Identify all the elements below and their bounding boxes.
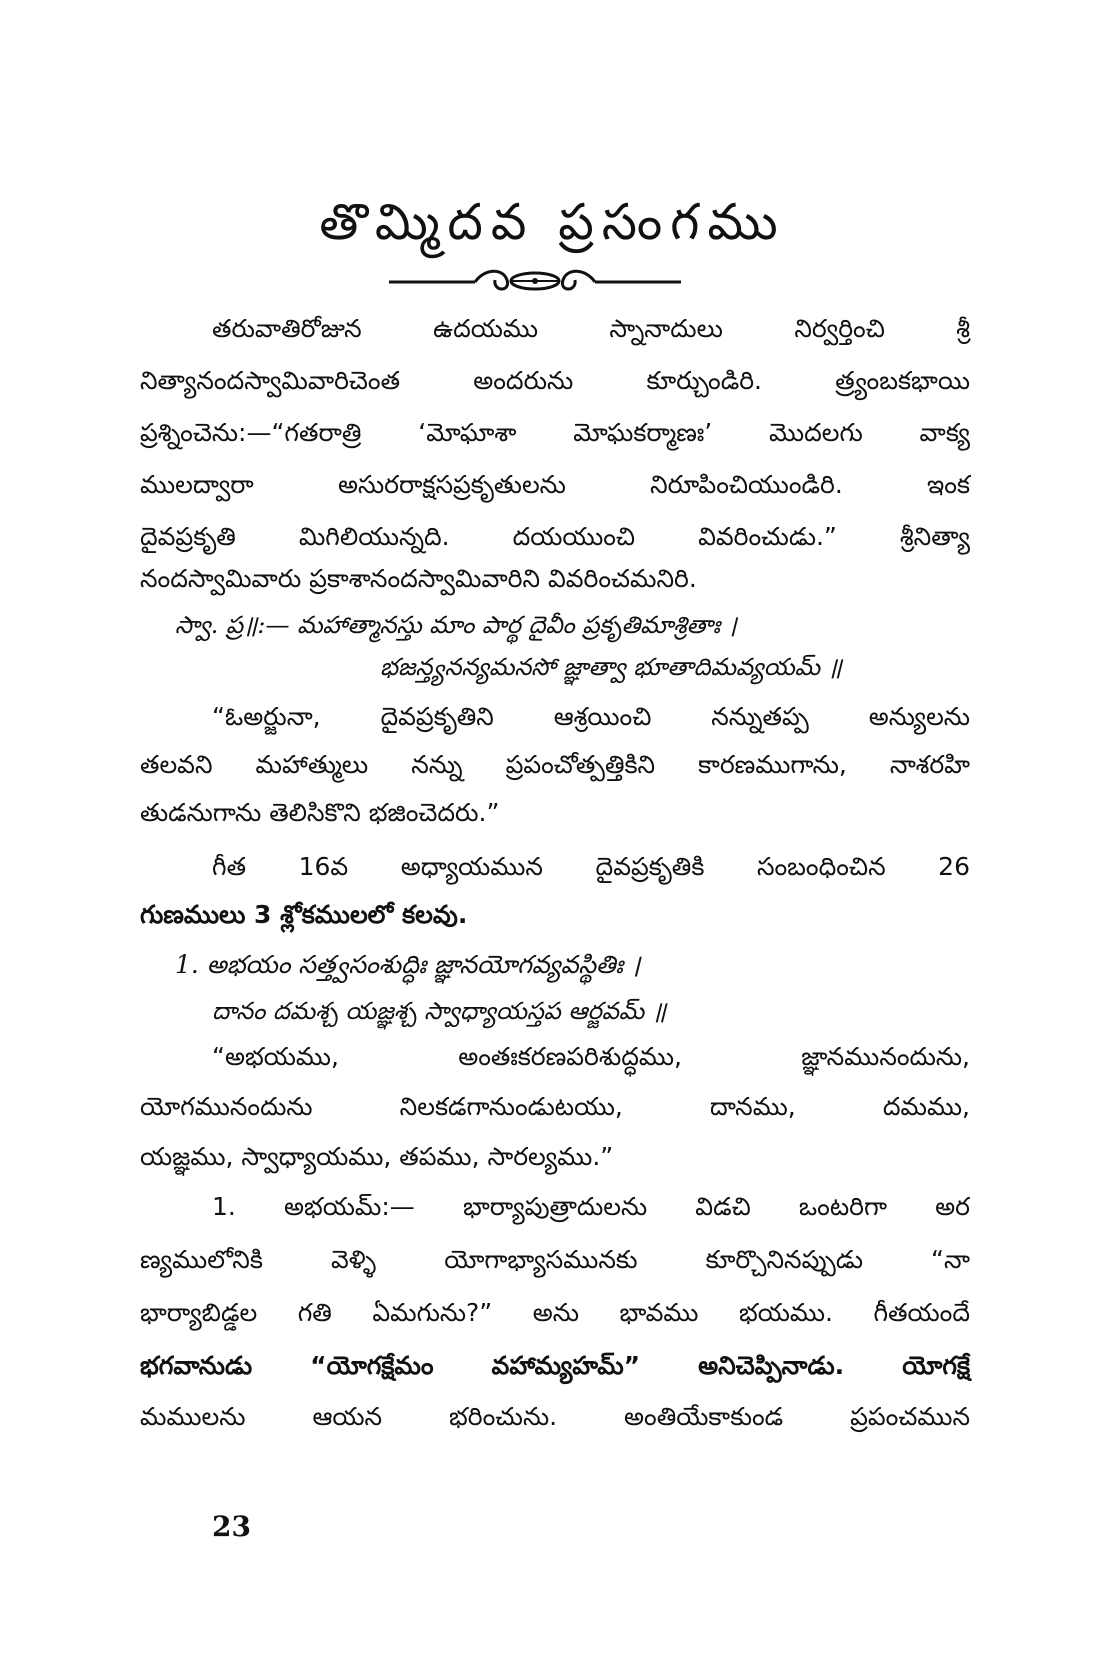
text-line: నందస్వామివారు ప్రకాశానందస్వామివారిని వివరించమనిరి. [140, 564, 697, 593]
verse-line: స్వా. ప్ర॥:— మహాత్మానస్తు మాం పార్థ దైవీం ప్రకృతిమాశ్రితాః । [175, 611, 737, 639]
text-line: తరువాతిరోజున ఉదయము స్నానాదులు నిర్వర్తించి శ్రీ [212, 314, 970, 343]
text-line: గీత 16వ అధ్యాయమున దైవప్రకృతికి సంబంధించిన 26 [212, 852, 970, 881]
text-line: దైవప్రకృతి మిగిలియున్నది. దయయుంచి వివరించుడు.” శ్రీనిత్యా [140, 522, 970, 551]
text-line: ములద్వారా అసురరాక్షసప్రకృతులను నిరూపించియుండిరి. ఇంక [140, 470, 970, 499]
text-line: భార్యాబిడ్డల గతి ఏమగును?” అను భావము భయము. గీతయందే [140, 1298, 970, 1327]
text-line: తలవని మహాత్ములు నన్ను ప్రపంచోత్పత్తికిని కారణముగాను, నాశరహి [140, 750, 970, 779]
text-line: మములను ఆయన భరించును. అంతియేకాకుండ ప్రపంచమున [140, 1402, 970, 1431]
text-line: ప్రశ్నించెను:—“గతరాత్రి ‘మోఘాశా మోఘకర్మాణః’ మొదలగు వాక్య [140, 418, 970, 447]
verse-line: దానం దమశ్చ యజ్ఞశ్చ స్వాధ్యాయస్తప ఆర్జవమ్ ॥ [212, 997, 667, 1025]
ornament-divider-icon [385, 266, 685, 294]
page-number: 23 [212, 1510, 251, 1543]
text-line: ణ్యములోనికి వెళ్ళి యోగాభ్యాసమునకు కూర్చొనినప్పుడు “నా [140, 1245, 970, 1274]
text-line: “ఓఅర్జునా, దైవప్రకృతిని ఆశ్రయించి నన్నుతప్ప అన్యులను [212, 702, 970, 731]
text-line: “అభయము, అంతఃకరణపరిశుద్ధము, జ్ఞానమునందును, [212, 1042, 970, 1071]
chapter-title: తొమ్మిదవ ప్రసంగము [319, 193, 786, 251]
text-line: నిత్యానందస్వామివారిచెంత అందరును కూర్చుండిరి. త్ర్యంబకభాయి [140, 366, 970, 395]
text-line: గుణములు 3 శ్లోకములలో కలవు. [140, 900, 468, 929]
text-line: యోగమునందును నిలకడగానుండుటయు, దానము, దమము, [140, 1092, 970, 1121]
text-line: భగవానుడు “యోగక్షేమం వహామ్యహమ్” అనిచెప్పినాడు. యోగక్షే [140, 1351, 970, 1380]
verse-line: 1. అభయం సత్త్వసంశుద్ధిః జ్ఞానయోగవ్యవస్థితిః । [175, 950, 641, 979]
text-line: యజ్ఞము, స్వాధ్యాయము, తపము, సారల్యము.” [140, 1142, 614, 1171]
text-line: 1. అభయమ్:— భార్యాపుత్రాదులను విడచి ఒంటరిగా అర [212, 1192, 970, 1221]
verse-line: భజన్త్యనన్యమనసో జ్ఞాత్వా భూతాదిమవ్యయమ్ ॥ [380, 653, 842, 681]
text-line: తుడనుగాను తెలిసికొని భజించెదరు.” [140, 798, 500, 827]
